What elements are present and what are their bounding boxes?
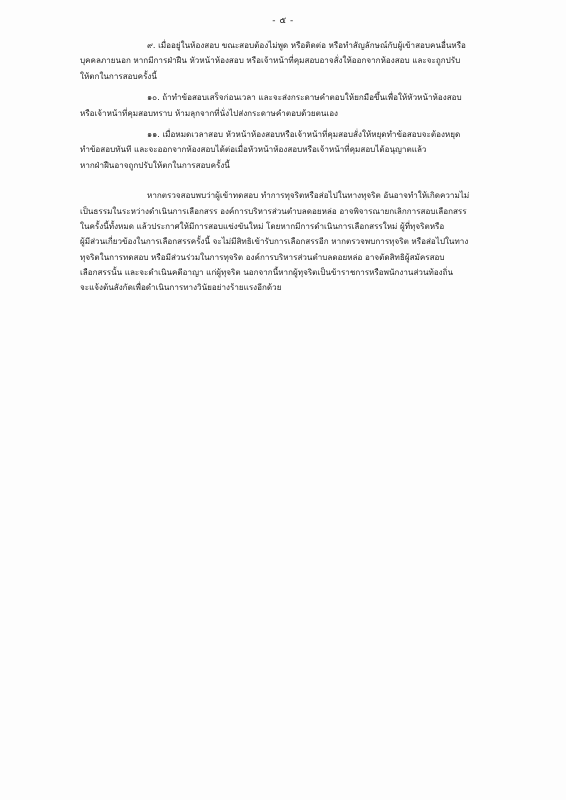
- paragraph-line: หรือเจ้าหน้าที่คุมสอบทราบ ห้ามลุกจากที่นั่งไปส่งกระดาษคำตอบด้วยตนเอง: [80, 107, 339, 118]
- paragraph-line: ๙. เมื่ออยู่ในห้องสอบ ขณะสอบต้องไม่พูด หรือติดต่อ หรือทำสัญลักษณ์กับผู้เข้าสอบคนอื่นหรือ: [147, 40, 466, 50]
- rule-9-paragraph: [80, 38, 498, 84]
- paragraph-line: หากตรวจสอบพบว่าผู้เข้าทดสอบ ทำการทุจริตหรือส่อไปในทางทุจริต อันอาจทำให้เกิดความไม่: [147, 190, 470, 201]
- paragraph-line: ในครั้งนี้ทั้งหมด แล้วประกาศให้มีการสอบแข่งขันใหม่ โดยหากมีการดำเนินการเลือกสรรใหม่ ผู้ที่ทุจริตหรือ: [80, 220, 445, 231]
- paragraph-line: จะแจ้งต้นสังกัดเพื่อดำเนินการทางวินัยอย่างร้ายแรงอีกด้วย: [80, 282, 282, 293]
- paragraph-line: หากฝ่าฝืนอาจถูกปรับให้ตกในการสอบครั้งนี้: [80, 159, 230, 170]
- paragraph-line: เป็นธรรมในระหว่างดำเนินการเลือกสรร องค์การบริหารส่วนตำบลดอยหล่อ อาจพิจารณายกเลิกการสอบเลือกสรร: [80, 205, 467, 216]
- paragraph-line: เลือกสรรนั้น และจะดำเนินคดีอาญา แก่ผู้ทุจริต นอกจากนี้หากผู้ทุจริตเป็นข้าราชการหรือพนักงานส่วนท้องถิ่น: [80, 267, 454, 278]
- paragraph-line: ๑๐. ถ้าทำข้อสอบเสร็จก่อนเวลา และจะส่งกระดาษคำตอบให้ยกมือขึ้นเพื่อให้หัวหน้าห้องสอบ: [147, 92, 462, 103]
- paragraph-line: ทำข้อสอบทันที และจะออกจากห้องสอบได้ต่อเมื่อหัวหน้าห้องสอบหรือเจ้าหน้าที่คุมสอบได้อนุญาตแล้ว: [80, 144, 427, 155]
- paragraph-line: บุคคลภายนอก หากมีการฝ่าฝืน หัวหน้าห้องสอบ หรือเจ้าหน้าที่คุมสอบอาจสั่งให้ออกจากห้องสอบ และจะถูกปรับ: [80, 55, 461, 66]
- paragraph-line: ผู้มีส่วนเกี่ยวข้องในการเลือกสรรครั้งนี้ จะไม่มีสิทธิเข้ารับการเลือกสรรอีก หากตรวจพบการทุจริต หรือส่อไปในทาง: [80, 236, 469, 247]
- document-body: [80, 38, 498, 302]
- paragraph-line: ให้ตกในการสอบครั้งนี้: [80, 70, 157, 81]
- paragraph-line: ๑๑. เมื่อหมดเวลาสอบ หัวหน้าห้องสอบหรือเจ้าหน้าที่คุมสอบสั่งให้หยุดทำข้อสอบจะต้องหยุด: [147, 128, 461, 139]
- fraud-notice-paragraph: [80, 188, 498, 296]
- page-number: - ๕ -: [272, 16, 294, 26]
- rule-11-paragraph: [80, 127, 498, 173]
- rule-10-paragraph: [80, 90, 498, 121]
- paragraph-line: ทุจริตในการทดสอบ หรือมีส่วนร่วมในการทุจริต องค์การบริหารส่วนตำบลดอยหล่อ อาจตัดสิทธิผู้สมัครสอบ: [80, 251, 445, 262]
